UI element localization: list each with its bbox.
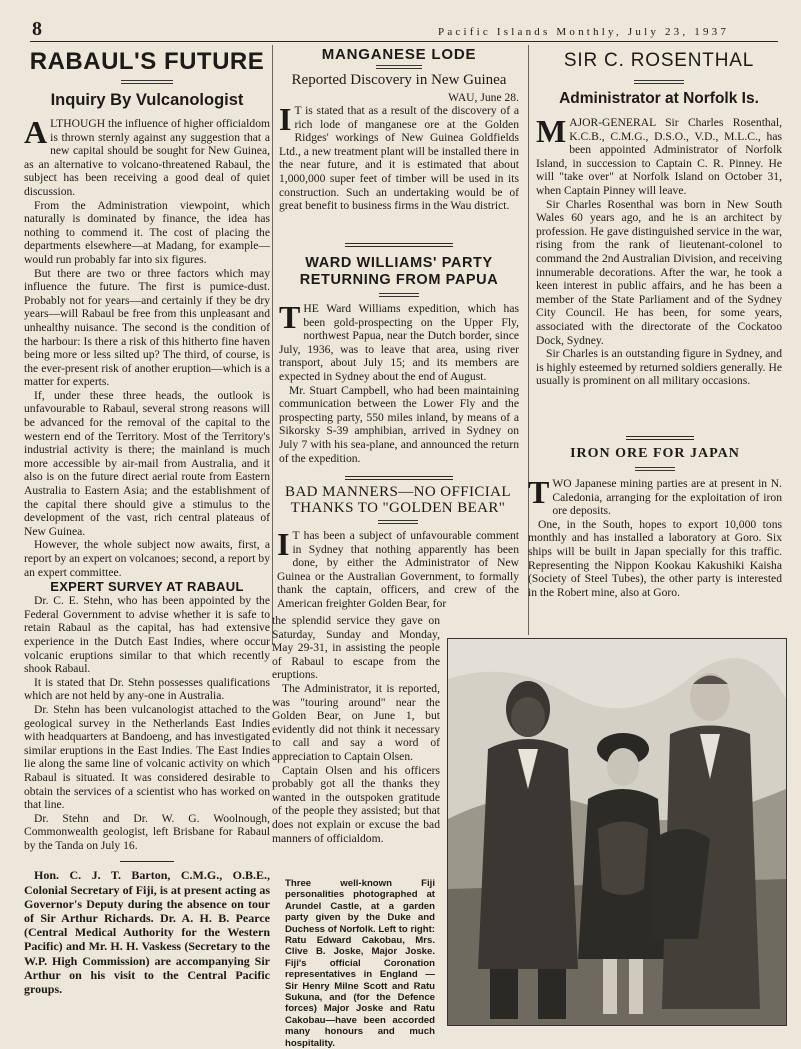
column-rule-1	[272, 45, 273, 645]
paragraph: I T is stated that as a result of the discovery of a rich lode of manganese ore at the Golden Ridges' workings of New Guinea Goldfields Ltd., a new treatment plant will be installed there in the near future, and it is estimated that about 1,000,000 super feet of timber will be used in its construction. Such an undertaking would be of great benefit to business firms in the Wau district.	[279, 101, 519, 213]
headline-ward: WARD WILLIAMS' PARTY RETURNING FROM PAPUA	[299, 255, 499, 288]
divider	[345, 476, 453, 477]
ornament-rule	[378, 520, 418, 524]
dropcap: I	[277, 526, 290, 562]
paragraph: ALTHOUGH the influence of higher officialdom is thrown sternly against any suggestion that a new capital should be sought for New Guinea, as an alternative to volcano-threatened Rabaul, the subject has been receiving a good deal of quiet discussion.	[24, 114, 271, 198]
headline-rosenthal: SIR C. ROSENTHAL	[563, 50, 755, 71]
headline-manganese: MANGANESE LODE	[321, 46, 477, 63]
paragraph: TWO Japanese mining parties are at present in N. Caledonia, arranging for the exploitation of iron ore deposits.	[528, 474, 782, 518]
paragraph: I T has been a subject of unfavourable comment in Sydney that nothing apparently has been done, by either the Administrator of New Guinea or the Australian Government, to formally thank the captain, officers, and crew of the American freighter Golden Bear, for	[277, 526, 519, 610]
ornament-rule	[121, 80, 173, 84]
subhead-manganese: Reported Discovery in New Guinea	[291, 72, 507, 88]
paragraph: One, in the South, hopes to export 10,000 tons monthly and has installed a laboratory at Goro. Six ships will be built in Japan specially for this traffic. Representing the Nippon Kookau Kakushiki Kaisha (Society of Steel Tubes), the other party is interested in the Robert mine, also at Goro.	[528, 517, 782, 599]
dropcap: A	[24, 114, 48, 150]
article-rosenthal	[536, 50, 782, 388]
photo-illustration	[448, 639, 786, 1025]
dropcap: T	[279, 299, 301, 335]
paragraph: Sir Charles is an outstanding figure in Sydney, and is highly esteemed by returned soldiers generally. He usually is prominent on all military occasions.	[536, 347, 782, 388]
ornament-rule	[634, 80, 684, 84]
article-rabaul	[24, 46, 270, 996]
divider	[120, 861, 174, 862]
dropcap: M	[536, 113, 567, 149]
paragraph: Mr. Stuart Campbell, who had been maintaining communication between the Lower Fly and the prospecting party, 550 miles inland, by means of a Sikorsky S-39 amphibian, arrived in Sydney on July 7 with his sea-plane, and announced the return of the expedition.	[279, 383, 519, 465]
paragraph: It is stated that Dr. Stehn possesses qualifications which are not held by any-one in Australia.	[24, 675, 270, 703]
paragraph: The Administrator, it is reported, was "touring around" near the Golden Bear, on June 1, but evidently did not think it necessary to call and say a word of appreciation to Captain Olsen.	[272, 681, 440, 763]
article-bad-manners	[277, 484, 519, 611]
inner-heading: EXPERT SURVEY AT RABAUL	[50, 579, 244, 595]
paragraph: Captain Olsen and his officers probably got all the thanks they wanted in the outspoken gratitude of the people they assisted; but that does not explain or excuse the bad manners of officialdom.	[272, 763, 440, 845]
paragraph: From the Administration viewpoint, which naturally is dominated by finance, the idea has nothing to commend it. The cost of placing the departments elsewhere—at Madang, for example—would run probably far into six figures.	[24, 198, 270, 266]
paragraph: However, the whole subject now awaits, first, a report by an expert on volcanoes; second, a report by an expert committee.	[24, 538, 270, 579]
photo-caption: Three well-known Fiji personalities photographed at Arundel Castle, at a garden party given by the Duke and Duchess of Norfolk. Left to right: Ratu Edward Cakobau, Mrs. Clive B. Joske, Major Joske. Fiji's official Coronation representatives in England — Sir Henry Milne Scott and Ratu Sukuna, and (for the Defence forces) Major Joske and Ratu Cakobau—have been accorded many honours and much hospitality.	[285, 878, 435, 1049]
dateline: WAU, June 28.	[448, 91, 519, 104]
headline-iron: IRON ORE FOR JAPAN	[570, 446, 740, 461]
ornament-rule	[635, 467, 675, 471]
dropcap: I	[279, 101, 292, 137]
divider	[345, 246, 453, 247]
fiji-paragraph: Hon. C. J. T. Barton, C.M.G., O.B.E., Colonial Secretary of Fiji, is at present acting as Governor's Deputy during the absence on tour of Sir Arthur Richards. Dr. A. H. B. Pearce (Central Medical Authority for the Western Pacific) and Mr. H. H. Vaskess (Secretary to the W.P. High Commission) are accompanying Sir Arthur on his visit to the Central Pacific groups.	[24, 868, 270, 997]
paragraph: THE Ward Williams expedition, which has been gold-prospecting on the Upper Fly, northwest Papua, near the Dutch border, since July, 1936, was to leave that area, using river transport, about July 15; and its members are expected in Sydney about the end of August.	[279, 299, 519, 383]
subhead-rabaul: Inquiry By Vulcanologist	[50, 91, 244, 109]
header-rule	[30, 41, 778, 42]
running-head: Pacific Islands Monthly, July 23, 1937	[438, 26, 730, 38]
article-ward-williams	[279, 255, 519, 465]
divider	[626, 436, 694, 437]
paragraph: But there are two or three factors which may influence the future. The first is pumice-dust. Probably not for years—and certainly if they be dry years—will Rabaul be free from this unpleasant and unhealthy nuisance. The second is the condition of the harbour: Is there a risk of this hitherto fine haven being more or less silted up? The third, of course, is the ever-present risk of another eruption—which is a matter for experts.	[24, 266, 270, 389]
headline-bad-manners: BAD MANNERS—NO OFFICIAL THANKS TO "GOLDEN BEAR"	[285, 484, 511, 516]
divider	[626, 439, 694, 440]
dropcap: T	[528, 474, 550, 510]
paragraph: Dr. Stehn has been vulcanologist attached to the geological survey in the Netherlands East Indies with headquarters at Bandoeng, and has investigated similar eruptions in the East Indies. The East Indies lie along the same line of volcanic activity on which Rabaul is situated. It was considered desirable to obtain the services of a scientist who has worked on that line.	[24, 702, 270, 812]
divider	[345, 479, 453, 480]
page-number: 8	[32, 18, 42, 40]
photograph	[447, 638, 787, 1026]
article-iron-ore	[528, 446, 782, 599]
paragraph: Dr. Stehn and Dr. W. G. Woolnough, Commonwealth geologist, left Brisbane for Rabaul by the Tanda on July 16.	[24, 811, 270, 852]
paragraph: Sir Charles Rosenthal was born in New South Wales 60 years ago, and he is an architect by profession. He gave distinguished service in the war, rising from the rank of lieutenant-colonel to command the 2nd Australian Division, and receiving innumerable decorations. After the war, he took a keen interest in public affairs, and he has been a member of the State Parliament and of the Sydney City Council. He has been, for some years, associated with the directorate of the Cockatoo Dock, Sydney.	[536, 197, 782, 347]
paragraph: the splendid service they gave on Saturday, Sunday and Monday, May 29-31, in assisting the people of Rabaul to escape from the eruptions.	[272, 614, 440, 682]
subhead-rosenthal: Administrator at Norfolk Is.	[559, 90, 759, 107]
divider	[345, 243, 453, 244]
headline-rabaul: RABAUL'S FUTURE	[29, 48, 265, 75]
ornament-rule	[379, 293, 419, 297]
bad-manners-continued	[272, 614, 440, 845]
ornament-rule	[376, 65, 422, 69]
article-manganese	[279, 46, 519, 213]
paragraph: MAJOR-GENERAL Sir Charles Rosenthal, K.C.B., C.M.G., D.S.O., V.D., M.L.C., has been appointed Administrator of Norfolk Island, in succession to Captain C. R. Pinney. He will "take over" at Norfolk Island on October 31, when Captain Pinney will leave.	[536, 113, 782, 197]
paragraph: If, under these three heads, the outlook is unfavourable to Rabaul, several strong reasons will be advanced for the removal of the capital to the western end of the Territory. Most of the Territory's industrial activity is there; the mainland is much more accessible by air-mail from Australia, and it also is on the future direct aerial route from Eastern Australia to Eastern Asia; and the establishment of the capital there should give a stimulus to the development of the vast, rich central plateaus of New Guinea.	[24, 388, 270, 538]
paragraph: Dr. C. E. Stehn, who has been appointed by the Federal Government to advise whether it is safe to retain Rabaul as the capital, has had extensive experience in the Dutch East Indies, where occur volcanic eruptions similar to that which recently shook Rabaul.	[24, 594, 270, 676]
